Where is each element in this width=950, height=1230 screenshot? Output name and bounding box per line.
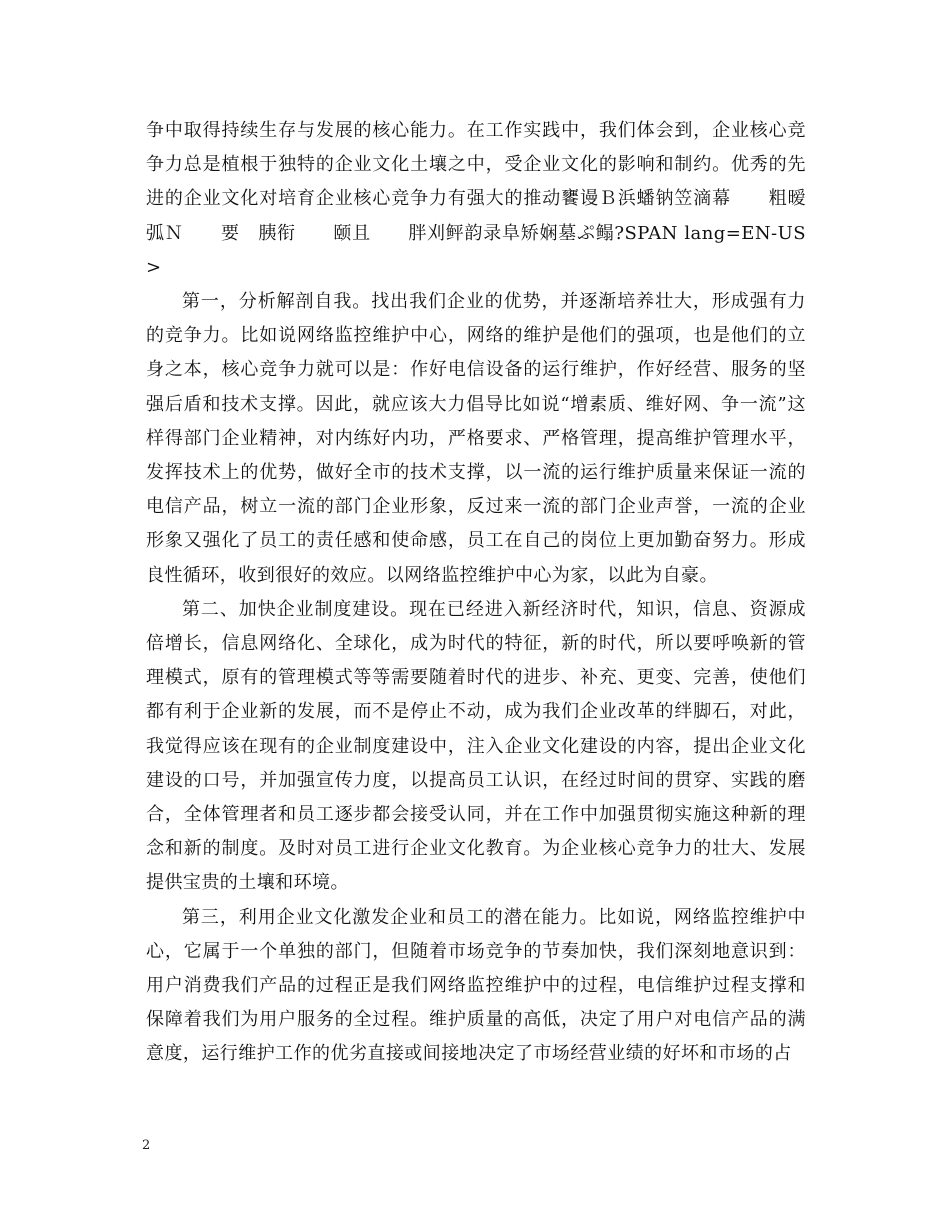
paragraph-third-point: 第三，利用企业文化激发企业和员工的潜在能力。比如说，网络监控维护中心，它属于一个单独的部门，但随着市场竞争的节奏加快，我们深刻地意识到：用户消费我们产品的过程正是我们网络监控维护中的过程，电信维护过程支撑和保障着我们为用户服务的全过程。维护质量的高低，决定了用户对电信产品的满意度，运行维护工作的优劣直接或间接地决定了市场经营业绩的好坏和市场的占 xyxy=(146,906,806,1065)
page-number: 2 xyxy=(142,1138,151,1153)
paragraph-second-point: 第二、加快企业制度建设。现在已经进入新经济时代，知识，信息、资源成倍增长，信息网络化、全球化，成为时代的特征，新的时代，所以要呼唤新的管理模式，原有的管理模式等等需要随着时代的进步、补充、更变、完善，使他们都有利于企业新的发展，而不是停止不动，成为我们企业改革的绊脚石，对此，我觉得应该在现有的企业制度建设中，注入企业文化建设的内容，提出企业文化建设的口号，并加强宣传力度，以提高员工认识，在经过时间的贯穿、实践的磨合，全体管理者和员工逐步都会接受认同，并在工作中加强贯彻实施这种新的理念和新的制度。及时对员工进行企业文化教育。为企业核心竞争力的壮大、发展提供宝贵的土壤和环境。 xyxy=(146,598,806,894)
paragraph-continuation: 争中取得持续生存与发展的核心能力。在工作实践中，我们体会到，企业核心竞争力总是植根于独特的企业文化土壤之中，受企业文化的影响和制约。优秀的先进的企业文化对培育企业核心竞争力有强大的推动饔谩Ｂ浜蟠钠笠滴幕 粗暧弧Ｎ 要 胰衔 颐且 胖刈鲆韵录阜矫娴墓ぷ鳎?SPAN lang=EN-US> xyxy=(146,120,806,278)
body-text xyxy=(146,114,806,1072)
paragraph-first-point: 第一，分析解剖自我。找出我们企业的优势，并逐渐培养壮大，形成强有力的竞争力。比如说网络监控维护中心，网络的维护是他们的强项，也是他们的立身之本，核心竞争力就可以是：作好电信设备的运行维护，作好经营、服务的坚强后盾和技术支撑。因此，就应该大力倡导比如说“增素质、维好网、争一流”这样得部门企业精神，对内练好内功，严格要求、严格管理，提高维护管理水平，发挥技术上的优势，做好全市的技术支撑，以一流的运行维护质量来保证一流的电信产品，树立一流的部门企业形象，反过来一流的部门企业声誉，一流的企业形象又强化了员工的责任感和使命感，员工在自己的岗位上更加勤奋努力。形成良性循环，收到很好的效应。以网络监控维护中心为家，以此为自豪。 xyxy=(146,291,806,586)
